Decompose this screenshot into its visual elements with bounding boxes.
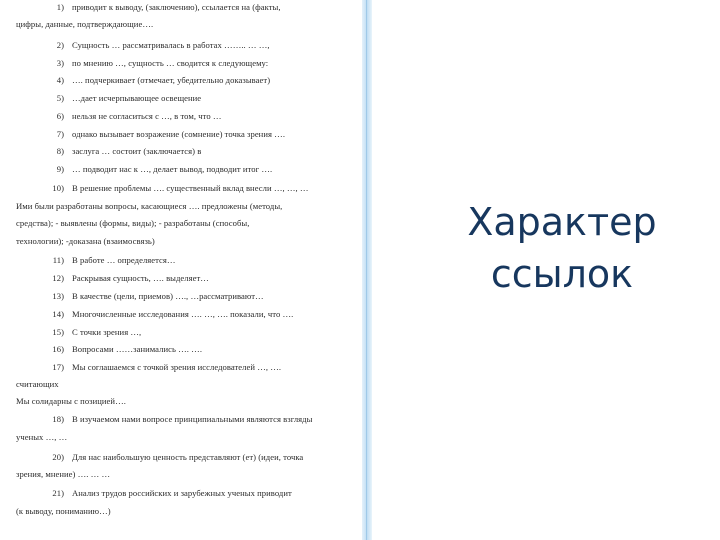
document-line bbox=[34, 452, 303, 463]
document-line-number: 17) bbox=[52, 362, 64, 372]
document-line-number: 8) bbox=[56, 146, 64, 156]
document-line bbox=[34, 40, 270, 51]
document-line bbox=[34, 129, 285, 140]
document-line-number: 3) bbox=[56, 58, 64, 68]
document-line bbox=[34, 183, 309, 194]
document-line-text: средства); - выявлены (формы, виды); - разработаны (способы, bbox=[16, 218, 250, 228]
document-line bbox=[34, 414, 312, 425]
document-line-number: 5) bbox=[56, 93, 64, 103]
document-line bbox=[34, 362, 281, 373]
document-line-number: 16) bbox=[52, 344, 64, 354]
document-line-text: В работе … определяется… bbox=[72, 255, 176, 265]
document-line bbox=[34, 488, 292, 499]
decorative-divider-band bbox=[362, 0, 372, 540]
document-line-text: … подводит нас к …, делает вывод, подводит итог …. bbox=[72, 164, 273, 174]
document-line bbox=[34, 327, 141, 338]
document-line bbox=[16, 432, 67, 443]
document-line-text: Мы солидарны с позицией…. bbox=[16, 396, 126, 406]
document-line-text: В изучаемом нами вопросе принципиальными являются взгляды bbox=[72, 414, 313, 424]
document-line-number: 21) bbox=[52, 488, 64, 498]
document-line bbox=[34, 344, 202, 355]
document-line bbox=[34, 273, 209, 284]
document-line bbox=[16, 469, 110, 480]
document-line-text: технологии); -доказана (взаимосвязь) bbox=[16, 236, 155, 246]
document-line-text: …дает исчерпывающее освещение bbox=[72, 93, 202, 103]
document-line-number: 4) bbox=[56, 75, 64, 85]
document-line bbox=[16, 19, 153, 30]
document-line bbox=[16, 506, 111, 517]
document-line-text: Для нас наибольшую ценность представляют (ет) (идеи, точка bbox=[72, 452, 304, 462]
document-line-text: приводит к выводу, (заключению), ссылается на (факты, bbox=[72, 2, 281, 12]
document-line-number: 9) bbox=[56, 164, 64, 174]
document-line bbox=[16, 218, 249, 229]
document-line bbox=[16, 236, 155, 247]
document-line bbox=[34, 164, 272, 175]
slide-title-line: ссылок bbox=[490, 252, 634, 296]
document-line-text: цифры, данные, подтверждающие…. bbox=[16, 19, 154, 29]
document-line-text: по мнению …, сущность … сводится к следующему: bbox=[72, 58, 269, 68]
document-line bbox=[34, 58, 268, 69]
document-line bbox=[34, 2, 281, 13]
document-line bbox=[16, 379, 59, 390]
slide-title-line: Характер bbox=[467, 200, 657, 244]
document-line-number: 6) bbox=[56, 111, 64, 121]
document-line-text: Ими были разработаны вопросы, касающиеся …. предложены (методы, bbox=[16, 201, 283, 211]
document-line-text: считающих bbox=[16, 379, 59, 389]
document-line-number: 14) bbox=[52, 309, 64, 319]
document-line-text: В качестве (цели, приемов) …., …рассматривают… bbox=[72, 291, 264, 301]
document-line bbox=[34, 75, 270, 86]
document-line-number: 18) bbox=[52, 414, 64, 424]
document-line-text: В решение проблемы …. существенный вклад внесли …, …, … bbox=[72, 183, 309, 193]
document-line-text: Анализ трудов российских и зарубежных ученых приводит bbox=[72, 488, 292, 498]
document-line-text: Мы соглашаемся с точкой зрения исследователей …, …. bbox=[72, 362, 282, 372]
document-line-text: (к выводу, пониманию…) bbox=[16, 506, 111, 516]
document-line-text: …. подчеркивает (отмечает, убедительно доказывает) bbox=[72, 75, 271, 85]
document-line-text: ученых …, … bbox=[16, 432, 68, 442]
divider-line bbox=[366, 0, 367, 540]
document-line bbox=[34, 146, 201, 157]
scanned-document-page bbox=[10, 0, 362, 540]
document-line bbox=[34, 93, 201, 104]
document-line-text: Многочисленные исследования …. …, …. показали, что …. bbox=[72, 309, 294, 319]
document-line-number: 11) bbox=[52, 255, 64, 265]
document-line bbox=[34, 255, 176, 266]
document-line-number: 2) bbox=[56, 40, 64, 50]
document-line-number: 20) bbox=[52, 452, 64, 462]
document-line-number: 13) bbox=[52, 291, 64, 301]
document-line-text: однако вызывает возражение (сомнение) точка зрения …. bbox=[72, 129, 286, 139]
document-line-text: Сущность … рассматривалась в работах …….. … …, bbox=[72, 40, 270, 50]
document-line-text: Вопросами ……занимались …. …. bbox=[72, 344, 203, 354]
document-line bbox=[34, 111, 222, 122]
document-line bbox=[16, 396, 126, 407]
document-line-number: 12) bbox=[52, 273, 64, 283]
document-line-text: С точки зрения …, bbox=[72, 327, 142, 337]
document-line-number: 1) bbox=[56, 2, 64, 12]
document-line-number: 15) bbox=[52, 327, 64, 337]
document-line bbox=[34, 291, 264, 302]
document-line-number: 7) bbox=[56, 129, 64, 139]
document-line-number: 10) bbox=[52, 183, 64, 193]
document-line-text: нельзя не согласиться с …, в том, что … bbox=[72, 111, 222, 121]
slide-title bbox=[432, 196, 692, 300]
document-line-text: заслуга … состоит (заключается) в bbox=[72, 146, 202, 156]
document-line bbox=[34, 309, 293, 320]
document-line bbox=[16, 201, 282, 212]
document-line-text: зрения, мнение) …. … … bbox=[16, 469, 111, 479]
document-line-text: Раскрывая сущность, …. выделяет… bbox=[72, 273, 209, 283]
